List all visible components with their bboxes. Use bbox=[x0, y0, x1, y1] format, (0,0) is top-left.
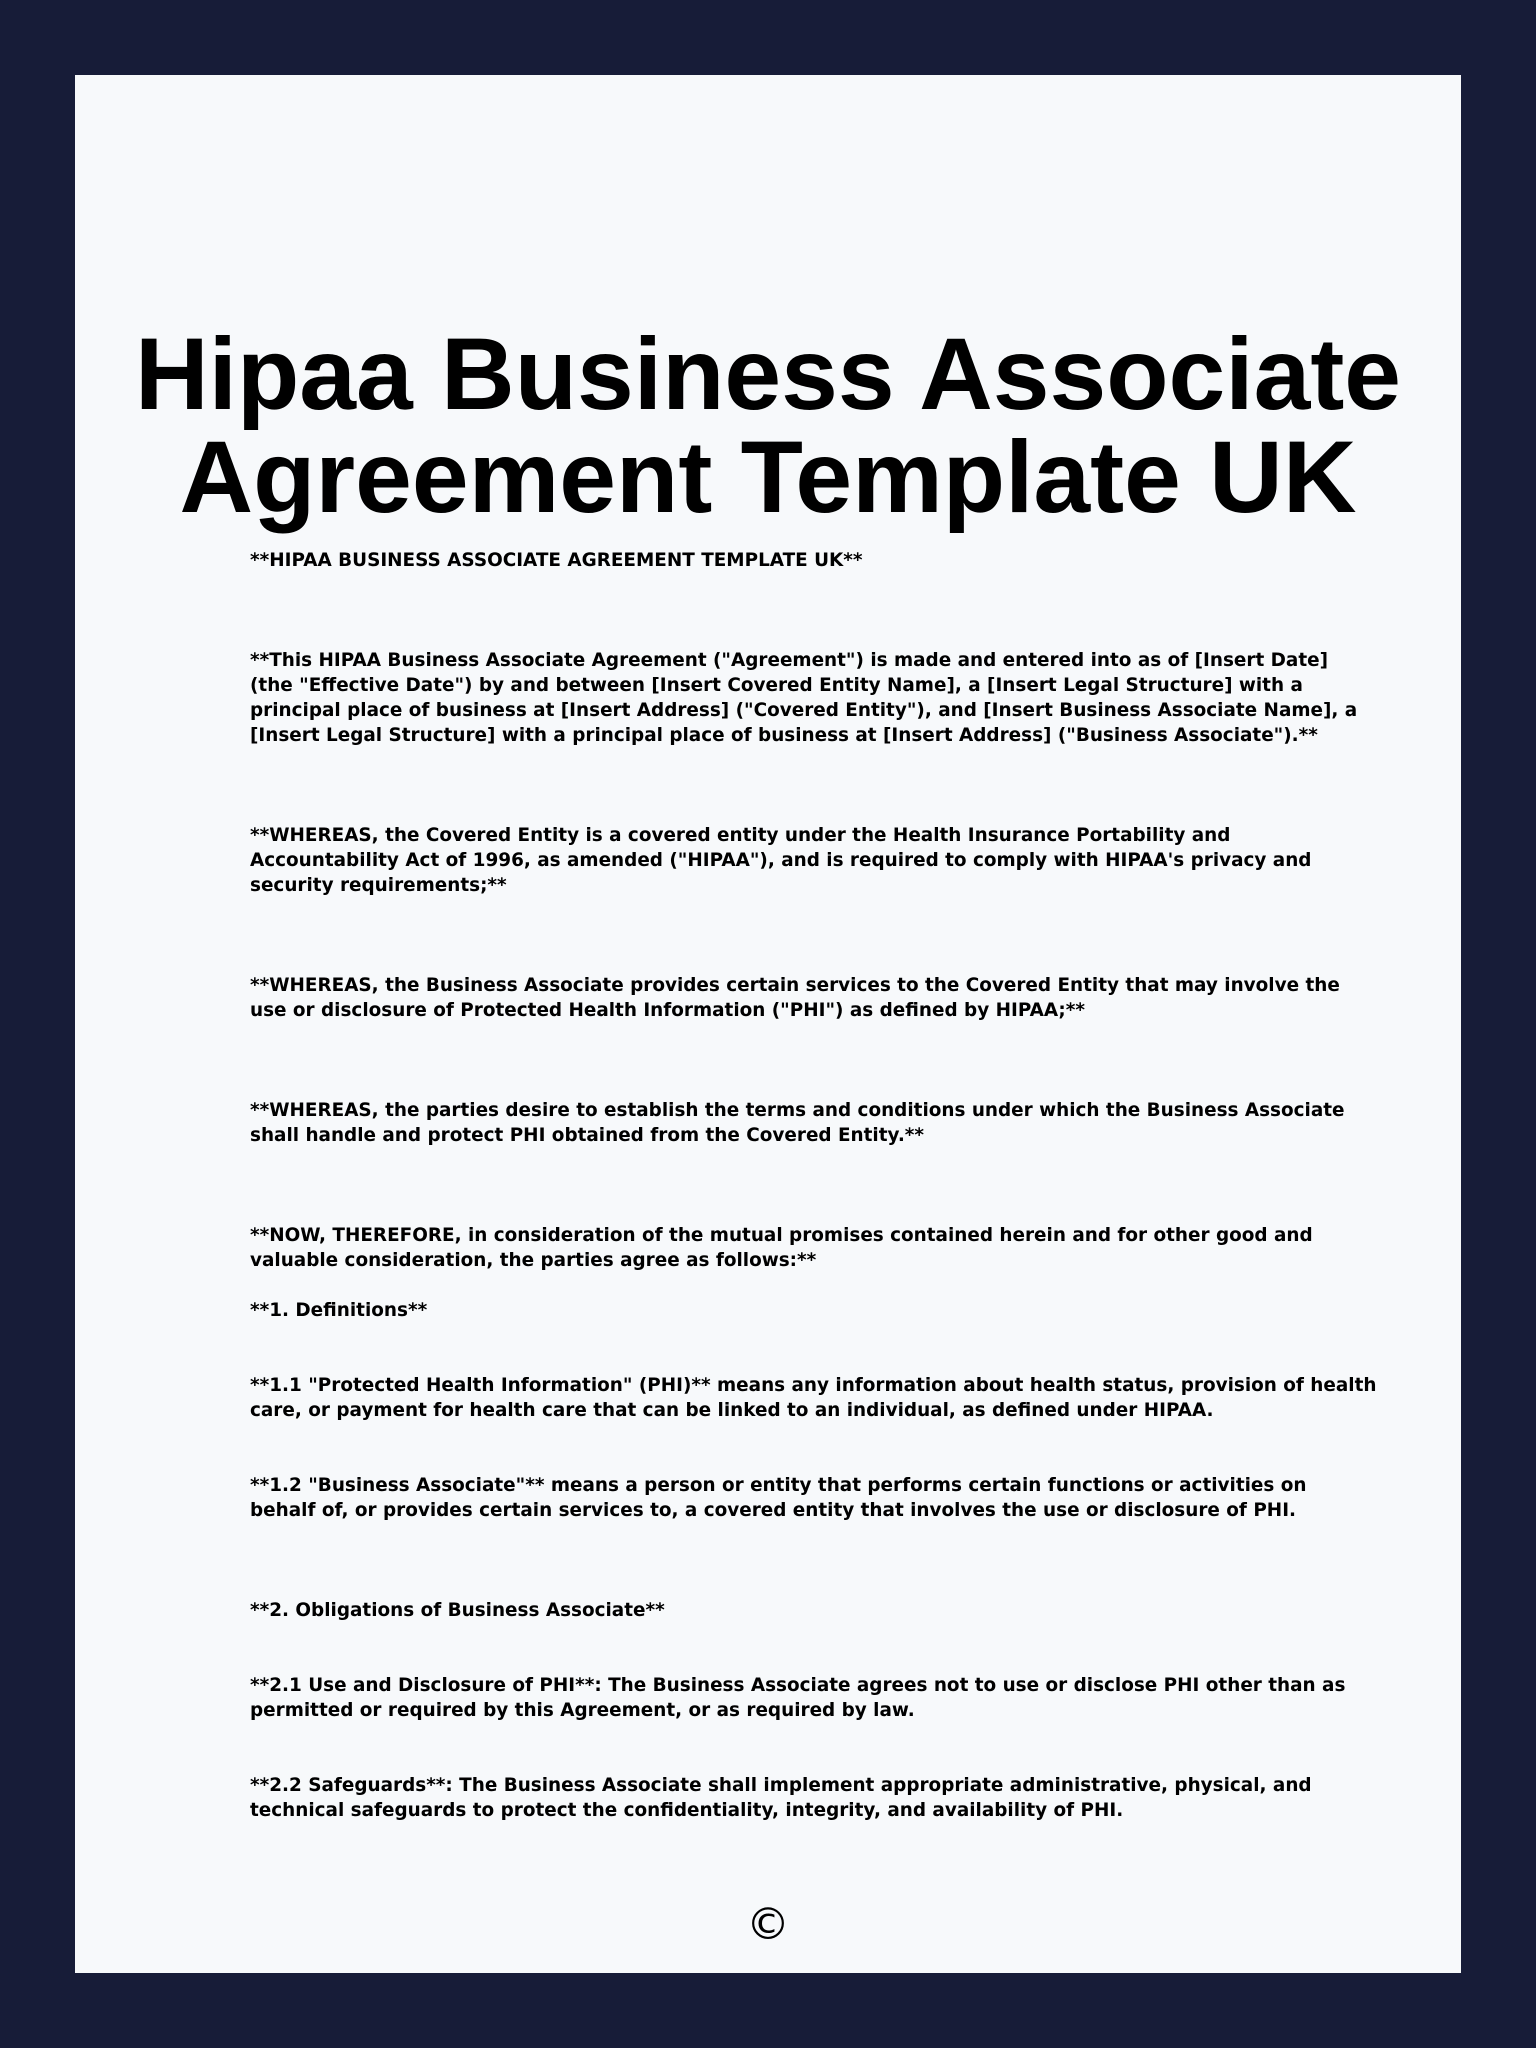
definition-1-1: **1.1 "Protected Health Information" (PHI)** means any information about health status, provision of health care, or payment for health care that can be linked to an individual, as defined under HIPAA. bbox=[250, 1375, 1377, 1421]
definition-1-2: **1.2 "Business Associate"** means a person or entity that performs certain functions or activities on behalf of, or provides certain services to, a covered entity that involves the use or disclosure of PHI. bbox=[250, 1475, 1307, 1521]
whereas-clause-1: **WHEREAS, the Covered Entity is a covered entity under the Health Insurance Portability and Accountability Act of 1996, as amended ("HIPAA"), and is required to comply with HIPAA's privacy and security requirements;** bbox=[250, 825, 1312, 896]
preamble-paragraph: **This HIPAA Business Associate Agreement ("Agreement") is made and entered into as of [Insert Date] (the "Effective Date") by and between [Insert Covered Entity Name], a [Insert Legal Structure] with a principal place of business at [Insert Address] ("Covered Entity"), and [Insert Business Associate Name], a [Insert Legal Structure] with a principal place of business at [Insert Address] ("Business Associate").** bbox=[250, 650, 1358, 746]
title-line-1: Hipaa Business Associate bbox=[134, 317, 1402, 431]
whereas-clause-3: **WHEREAS, the parties desire to establish the terms and conditions under which the Business Associate shall handle and protect PHI obtained from the Covered Entity.** bbox=[250, 1100, 1345, 1146]
copyright-icon: © bbox=[746, 1899, 790, 1950]
section-1-heading: **1. Definitions** bbox=[250, 1300, 428, 1321]
title-line-2: Agreement Template UK bbox=[179, 420, 1357, 534]
obligation-2-2: **2.2 Safeguards**: The Business Associate shall implement appropriate administrative, physical, and technical safeguards to protect the confidentiality, integrity, and availability of PHI. bbox=[250, 1775, 1312, 1821]
document-title bbox=[75, 317, 1461, 534]
document-heading: **HIPAA BUSINESS ASSOCIATE AGREEMENT TEMPLATE UK** bbox=[250, 550, 863, 571]
document-page bbox=[75, 75, 1461, 1973]
obligation-2-1: **2.1 Use and Disclosure of PHI**: The Business Associate agrees not to use or disclose PHI other than as permitted or required by this Agreement, or as required by law. bbox=[250, 1675, 1346, 1721]
whereas-clause-2: **WHEREAS, the Business Associate provides certain services to the Covered Entity that may involve the use or disclosure of Protected Health Information ("PHI") as defined by HIPAA;** bbox=[250, 975, 1340, 1021]
now-therefore-clause: **NOW, THEREFORE, in consideration of the mutual promises contained herein and for other good and valuable consideration, the parties agree as follows:** bbox=[250, 1225, 1313, 1271]
section-2-heading: **2. Obligations of Business Associate** bbox=[250, 1600, 665, 1621]
